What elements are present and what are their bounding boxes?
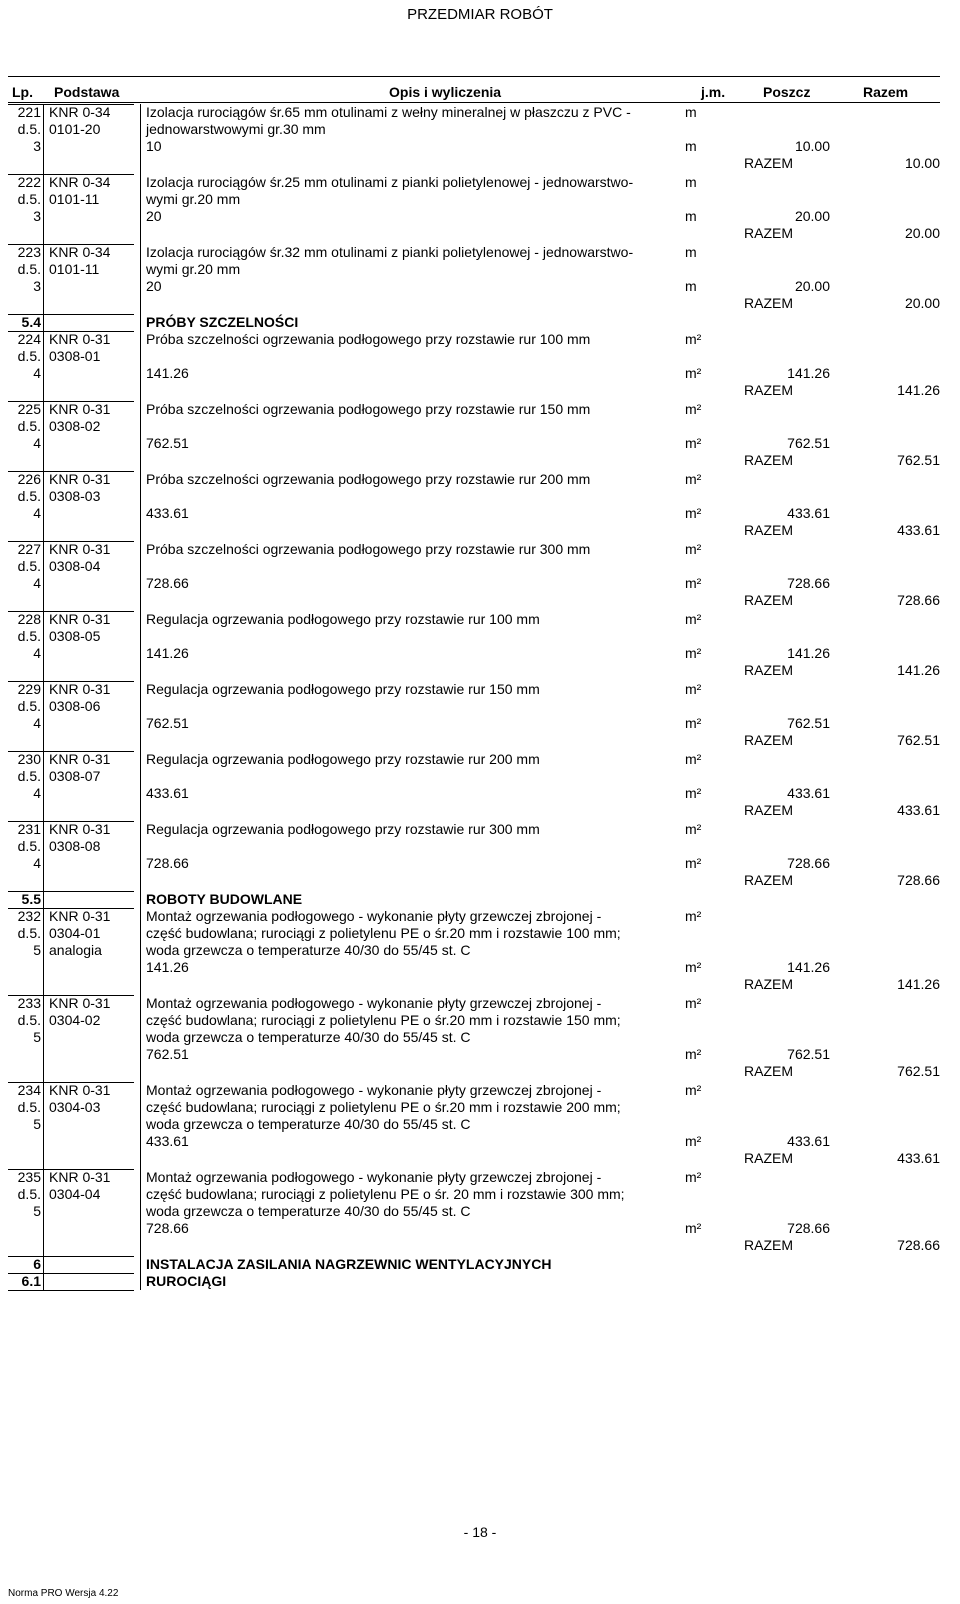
item-basis: KNR 0-31 <box>49 1082 111 1098</box>
column-rule <box>43 174 44 244</box>
item-basis: 0304-03 <box>49 1099 101 1115</box>
item-lp: 235 <box>17 1169 41 1185</box>
item-lp: 226 <box>17 471 41 487</box>
calc-unit: m² <box>685 365 702 381</box>
column-rule <box>140 1273 141 1290</box>
column-rule <box>43 821 44 891</box>
calc-expression: 433.61 <box>146 1133 189 1149</box>
col-razem: Razem <box>863 84 909 100</box>
column-rule <box>43 681 44 751</box>
item-basis: KNR 0-31 <box>49 681 111 697</box>
column-rule <box>140 908 141 995</box>
column-rule <box>140 331 141 401</box>
item-basis: KNR 0-34 <box>49 244 111 260</box>
poszcz-value: 141.26 <box>787 645 830 661</box>
column-rule <box>140 1256 141 1273</box>
item-basis: KNR 0-31 <box>49 331 111 347</box>
item-description: część budowlana; rurociągi z polietylenu PE o śr. 20 mm i rozstawie 300 mm; <box>146 1186 625 1202</box>
razem-value: 141.26 <box>897 382 940 398</box>
item-lp: 4 <box>33 365 41 381</box>
item-lp: 234 <box>17 1082 41 1098</box>
razem-label: RAZEM <box>744 1063 793 1079</box>
column-rule <box>140 681 141 751</box>
item-lp: 4 <box>33 785 41 801</box>
item-description: Regulacja ogrzewania podłogowego przy rozstawie rur 200 mm <box>146 751 540 767</box>
item-unit: m² <box>685 541 702 557</box>
calc-unit: m² <box>685 1133 702 1149</box>
item-basis: KNR 0-31 <box>49 541 111 557</box>
item-lp: 3 <box>33 278 41 294</box>
calc-unit: m² <box>685 645 702 661</box>
calc-expression: 10 <box>146 138 162 154</box>
calc-unit: m² <box>685 855 702 871</box>
razem-value: 762.51 <box>897 1063 940 1079</box>
calc-expression: 141.26 <box>146 645 189 661</box>
razem-label: RAZEM <box>744 976 793 992</box>
item-unit: m <box>685 104 697 120</box>
section-title: INSTALACJA ZASILANIA NAGRZEWNIC WENTYLACYJNYCH <box>146 1256 552 1272</box>
item-lp: 221 <box>17 104 41 120</box>
item-description: woda grzewcza o temperaturze 40/30 do 55/45 st. C <box>146 1029 471 1045</box>
column-rule <box>140 174 141 244</box>
item-description: część budowlana; rurociągi z polietylenu PE o śr.20 mm i rozstawie 100 mm; <box>146 925 621 941</box>
calc-expression: 433.61 <box>146 505 189 521</box>
item-lp: 227 <box>17 541 41 557</box>
column-rule <box>140 891 141 908</box>
razem-value: 433.61 <box>897 802 940 818</box>
item-unit: m <box>685 174 697 190</box>
item-unit: m² <box>685 751 702 767</box>
item-basis: KNR 0-31 <box>49 611 111 627</box>
razem-value: 141.26 <box>897 976 940 992</box>
item-basis: analogia <box>49 942 102 958</box>
razem-value: 10.00 <box>904 155 940 171</box>
razem-value: 433.61 <box>897 522 940 538</box>
razem-label: RAZEM <box>744 155 793 171</box>
item-basis: 0308-01 <box>49 348 101 364</box>
item-lp: 5 <box>33 942 41 958</box>
poszcz-value: 433.61 <box>787 505 830 521</box>
calc-unit: m <box>685 278 697 294</box>
column-rule <box>43 1082 44 1169</box>
item-basis: 0308-07 <box>49 768 101 784</box>
column-rule <box>140 611 141 681</box>
column-rule <box>43 751 44 821</box>
column-rule <box>43 244 44 314</box>
poszcz-value: 728.66 <box>787 575 830 591</box>
item-description: część budowlana; rurociągi z polietylenu PE o śr.20 mm i rozstawie 150 mm; <box>146 1012 621 1028</box>
column-rule <box>140 471 141 541</box>
column-rule <box>43 331 44 401</box>
calc-unit: m² <box>685 785 702 801</box>
section-number: 5.5 <box>21 891 41 907</box>
poszcz-value: 762.51 <box>787 1046 830 1062</box>
item-description: Regulacja ogrzewania podłogowego przy rozstawie rur 100 mm <box>146 611 540 627</box>
col-poszcz: Poszcz <box>763 84 811 100</box>
col-lp: Lp. <box>12 84 33 100</box>
item-lp: 4 <box>33 855 41 871</box>
item-unit: m² <box>685 611 702 627</box>
column-rule <box>43 401 44 471</box>
poszcz-value: 141.26 <box>787 365 830 381</box>
item-description: woda grzewcza o temperaturze 40/30 do 55/45 st. C <box>146 1116 471 1132</box>
item-lp: 233 <box>17 995 41 1011</box>
col-jm: j.m. <box>701 84 726 100</box>
item-description: część budowlana; rurociągi z polietylenu PE o śr.20 mm i rozstawie 200 mm; <box>146 1099 621 1115</box>
column-rule <box>43 611 44 681</box>
poszcz-value: 141.26 <box>787 959 830 975</box>
column-rule <box>140 541 141 611</box>
razem-label: RAZEM <box>744 452 793 468</box>
razem-value: 728.66 <box>897 592 940 608</box>
item-basis: 0308-02 <box>49 418 101 434</box>
item-basis: 0304-01 <box>49 925 101 941</box>
column-rule <box>43 471 44 541</box>
razem-value: 762.51 <box>897 452 940 468</box>
item-basis: 0101-11 <box>49 191 100 207</box>
item-basis: KNR 0-31 <box>49 471 111 487</box>
item-basis: 0101-11 <box>49 261 100 277</box>
calc-expression: 728.66 <box>146 855 189 871</box>
razem-value: 141.26 <box>897 662 940 678</box>
item-unit: m² <box>685 908 702 924</box>
calc-unit: m <box>685 138 697 154</box>
header-top-rule <box>8 76 940 77</box>
column-rule <box>43 891 44 908</box>
section-title: RUROCIĄGI <box>146 1273 227 1289</box>
item-description: Izolacja rurociągów śr.25 mm otulinami z pianki polietylenowej - jednowarstwo- <box>146 174 634 190</box>
item-basis: KNR 0-34 <box>49 174 111 190</box>
item-lp: 4 <box>33 575 41 591</box>
calc-unit: m² <box>685 1046 702 1062</box>
item-lp: 222 <box>17 174 41 190</box>
item-description: Montaż ogrzewania podłogowego - wykonanie płyty grzewczej zbrojonej - <box>146 1169 602 1185</box>
item-basis: KNR 0-31 <box>49 1169 111 1185</box>
item-description: Montaż ogrzewania podłogowego - wykonanie płyty grzewczej zbrojonej - <box>146 995 602 1011</box>
column-rule <box>140 244 141 314</box>
item-lp: d.5. <box>17 1012 41 1028</box>
column-rule <box>43 314 44 331</box>
item-lp: d.5. <box>17 348 41 364</box>
item-basis: KNR 0-31 <box>49 751 111 767</box>
item-basis: KNR 0-31 <box>49 995 111 1011</box>
item-basis: KNR 0-31 <box>49 908 111 924</box>
item-lp: 229 <box>17 681 41 697</box>
poszcz-value: 433.61 <box>787 785 830 801</box>
item-unit: m² <box>685 401 702 417</box>
section-number: 6.1 <box>21 1273 41 1289</box>
item-description: Regulacja ogrzewania podłogowego przy rozstawie rur 150 mm <box>146 681 540 697</box>
razem-label: RAZEM <box>744 732 793 748</box>
poszcz-value: 20.00 <box>794 208 830 224</box>
item-lp: 224 <box>17 331 41 347</box>
item-description: Izolacja rurociągów śr.65 mm otulinami z wełny mineralnej w płaszczu z PVC - <box>146 104 631 120</box>
calc-expression: 141.26 <box>146 959 189 975</box>
row-separator <box>8 1290 134 1291</box>
column-rule <box>140 995 141 1082</box>
column-rule <box>43 1169 44 1256</box>
column-rule <box>140 821 141 891</box>
razem-label: RAZEM <box>744 382 793 398</box>
item-basis: KNR 0-31 <box>49 821 111 837</box>
poszcz-value: 728.66 <box>787 855 830 871</box>
item-basis: 0308-06 <box>49 698 101 714</box>
calc-expression: 762.51 <box>146 435 189 451</box>
razem-label: RAZEM <box>744 1150 793 1166</box>
item-lp: d.5. <box>17 838 41 854</box>
razem-label: RAZEM <box>744 295 793 311</box>
poszcz-value: 20.00 <box>794 278 830 294</box>
item-basis: 0308-05 <box>49 628 101 644</box>
column-rule <box>140 751 141 821</box>
item-unit: m² <box>685 995 702 1011</box>
item-lp: d.5. <box>17 768 41 784</box>
item-basis: 0308-03 <box>49 488 101 504</box>
poszcz-value: 433.61 <box>787 1133 830 1149</box>
section-title: ROBOTY BUDOWLANE <box>146 891 303 907</box>
section-title: PRÓBY SZCZELNOŚCI <box>146 314 299 330</box>
table-header <box>0 84 960 102</box>
item-lp: 5 <box>33 1203 41 1219</box>
item-lp: 5 <box>33 1029 41 1045</box>
item-lp: 4 <box>33 645 41 661</box>
calc-expression: 762.51 <box>146 715 189 731</box>
column-rule <box>140 104 141 174</box>
item-unit: m² <box>685 1169 702 1185</box>
item-basis: 0101-20 <box>49 121 101 137</box>
razem-value: 20.00 <box>904 225 940 241</box>
item-lp: d.5. <box>17 1186 41 1202</box>
column-rule <box>43 1273 44 1290</box>
item-lp: 3 <box>33 138 41 154</box>
column-rule <box>140 1169 141 1256</box>
item-description: Próba szczelności ogrzewania podłogowego przy rozstawie rur 150 mm <box>146 401 591 417</box>
razem-label: RAZEM <box>744 522 793 538</box>
item-unit: m² <box>685 681 702 697</box>
item-lp: d.5. <box>17 261 41 277</box>
column-rule <box>43 908 44 995</box>
page-number: - 18 - <box>463 1524 497 1540</box>
calc-unit: m <box>685 208 697 224</box>
item-description: wymi gr.20 mm <box>146 191 241 207</box>
razem-label: RAZEM <box>744 872 793 888</box>
header-bottom-rule <box>8 102 940 103</box>
item-lp: d.5. <box>17 558 41 574</box>
item-unit: m² <box>685 471 702 487</box>
item-description: Montaż ogrzewania podłogowego - wykonanie płyty grzewczej zbrojonej - <box>146 908 602 924</box>
item-description: Próba szczelności ogrzewania podłogowego przy rozstawie rur 100 mm <box>146 331 591 347</box>
razem-label: RAZEM <box>744 802 793 818</box>
item-lp: d.5. <box>17 628 41 644</box>
item-description: woda grzewcza o temperaturze 40/30 do 55/45 st. C <box>146 1203 471 1219</box>
razem-label: RAZEM <box>744 1237 793 1253</box>
razem-label: RAZEM <box>744 662 793 678</box>
item-lp: d.5. <box>17 698 41 714</box>
item-description: Próba szczelności ogrzewania podłogowego przy rozstawie rur 300 mm <box>146 541 591 557</box>
column-rule <box>43 541 44 611</box>
calc-expression: 433.61 <box>146 785 189 801</box>
item-description: jednowarstwowymi gr.30 mm <box>146 121 326 137</box>
item-unit: m² <box>685 331 702 347</box>
document-title: PRZEDMIAR ROBÓT <box>407 6 553 23</box>
column-rule <box>140 401 141 471</box>
item-description: Próba szczelności ogrzewania podłogowego przy rozstawie rur 200 mm <box>146 471 591 487</box>
razem-value: 20.00 <box>904 295 940 311</box>
item-basis: 0308-08 <box>49 838 101 854</box>
section-number: 6 <box>33 1256 41 1272</box>
item-lp: 231 <box>17 821 41 837</box>
item-unit: m² <box>685 1082 702 1098</box>
calc-expression: 141.26 <box>146 365 189 381</box>
item-lp: 4 <box>33 715 41 731</box>
item-lp: 232 <box>17 908 41 924</box>
software-footer: Norma PRO Wersja 4.22 <box>8 1588 119 1599</box>
column-rule <box>43 104 44 174</box>
item-lp: 4 <box>33 505 41 521</box>
poszcz-value: 762.51 <box>787 435 830 451</box>
col-podstawa: Podstawa <box>54 84 120 100</box>
item-lp: d.5. <box>17 191 41 207</box>
calc-unit: m² <box>685 959 702 975</box>
poszcz-value: 728.66 <box>787 1220 830 1236</box>
item-description: wymi gr.20 mm <box>146 261 241 277</box>
item-lp: 3 <box>33 208 41 224</box>
item-description: Regulacja ogrzewania podłogowego przy rozstawie rur 300 mm <box>146 821 540 837</box>
item-lp: d.5. <box>17 1099 41 1115</box>
item-unit: m <box>685 244 697 260</box>
calc-unit: m² <box>685 435 702 451</box>
razem-label: RAZEM <box>744 592 793 608</box>
poszcz-value: 762.51 <box>787 715 830 731</box>
calc-expression: 762.51 <box>146 1046 189 1062</box>
column-rule <box>140 314 141 331</box>
item-basis: KNR 0-34 <box>49 104 111 120</box>
col-opis: Opis i wyliczenia <box>389 84 502 100</box>
section-number: 5.4 <box>21 314 41 330</box>
calc-expression: 728.66 <box>146 1220 189 1236</box>
razem-value: 433.61 <box>897 1150 940 1166</box>
calc-unit: m² <box>685 1220 702 1236</box>
calc-unit: m² <box>685 715 702 731</box>
razem-value: 762.51 <box>897 732 940 748</box>
razem-value: 728.66 <box>897 1237 940 1253</box>
item-basis: KNR 0-31 <box>49 401 111 417</box>
item-basis: 0304-04 <box>49 1186 101 1202</box>
razem-label: RAZEM <box>744 225 793 241</box>
item-basis: 0308-04 <box>49 558 101 574</box>
calc-expression: 728.66 <box>146 575 189 591</box>
calc-unit: m² <box>685 505 702 521</box>
column-rule <box>43 1256 44 1273</box>
item-description: Izolacja rurociągów śr.32 mm otulinami z pianki polietylenowej - jednowarstwo- <box>146 244 634 260</box>
item-description: Montaż ogrzewania podłogowego - wykonanie płyty grzewczej zbrojonej - <box>146 1082 602 1098</box>
column-rule <box>140 1082 141 1169</box>
item-lp: 4 <box>33 435 41 451</box>
calc-expression: 20 <box>146 278 162 294</box>
razem-value: 728.66 <box>897 872 940 888</box>
calc-expression: 20 <box>146 208 162 224</box>
item-description: woda grzewcza o temperaturze 40/30 do 55/45 st. C <box>146 942 471 958</box>
item-unit: m² <box>685 821 702 837</box>
item-lp: 223 <box>17 244 41 260</box>
column-rule <box>43 995 44 1082</box>
item-lp: d.5. <box>17 925 41 941</box>
item-lp: 228 <box>17 611 41 627</box>
item-lp: 230 <box>17 751 41 767</box>
item-basis: 0304-02 <box>49 1012 101 1028</box>
item-lp: d.5. <box>17 488 41 504</box>
item-lp: 225 <box>17 401 41 417</box>
item-lp: d.5. <box>17 418 41 434</box>
poszcz-value: 10.00 <box>794 138 830 154</box>
item-lp: d.5. <box>17 121 41 137</box>
item-lp: 5 <box>33 1116 41 1132</box>
calc-unit: m² <box>685 575 702 591</box>
